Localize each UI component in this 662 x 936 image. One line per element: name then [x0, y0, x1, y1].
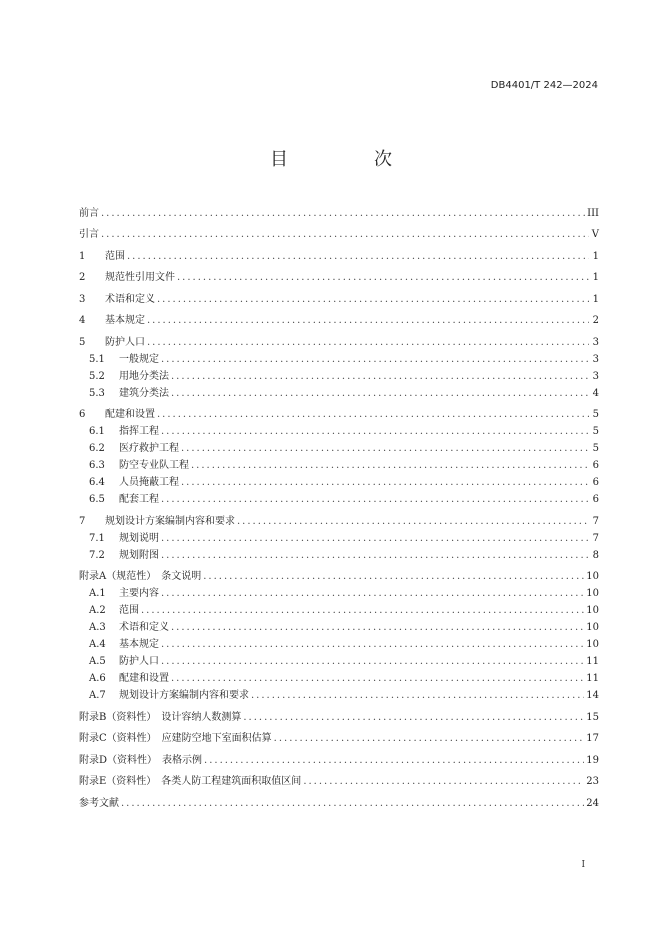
toc-dot-leader: [237, 513, 589, 530]
toc-entry-page: 3: [592, 336, 599, 348]
toc-entry-number: 5.3: [89, 387, 105, 399]
toc-entry-title: 引言: [79, 229, 99, 240]
toc-entry-title: 防护人口: [105, 336, 145, 348]
toc-entry[interactable]: [79, 752, 599, 769]
toc-entry[interactable]: [79, 312, 599, 329]
toc-entry-number: 6.1: [89, 426, 105, 437]
toc-entry-page: 7: [592, 515, 599, 527]
toc-entry[interactable]: [79, 513, 599, 530]
toc-entry-page: 8: [592, 549, 599, 561]
toc-entry-number: A.2: [89, 605, 106, 616]
toc-entry-number: 2: [79, 272, 86, 283]
toc-entry-title: 附录B（资料性） 设计容纳人数测算: [79, 711, 242, 723]
toc-dot-leader: [161, 351, 589, 368]
toc-dot-leader: [243, 709, 584, 726]
toc-entry-title: 术语和定义: [105, 293, 155, 305]
toc-entry-title: 规划设计方案编制内容和要求: [119, 690, 249, 701]
toc-entry-title: 前言: [79, 207, 99, 219]
toc-entry-page: 2: [592, 315, 599, 326]
toc-dot-leader: [161, 636, 584, 653]
toc-entry-title: 建筑分类法: [119, 387, 169, 399]
toc-dot-leader: [191, 457, 589, 474]
toc-entry-page: 23: [586, 776, 599, 787]
toc-entry-page: 10: [586, 639, 599, 650]
toc-entry-number: 5.2: [89, 370, 105, 382]
toc-entry-page: 5: [592, 426, 599, 437]
toc-entry-title: 防护人口: [119, 656, 159, 667]
toc-entry[interactable]: [79, 709, 599, 726]
toc-entry[interactable]: [79, 457, 599, 474]
toc-entry-number: 7.1: [89, 532, 105, 544]
toc-dot-leader: [204, 752, 584, 769]
toc-entry[interactable]: [79, 226, 599, 243]
toc-dot-leader: [274, 730, 585, 747]
toc-dot-leader: [181, 474, 589, 491]
toc-dot-leader: [161, 423, 589, 440]
toc-entry-number: 6.2: [89, 443, 105, 454]
toc-entry-title: 规划说明: [119, 532, 159, 544]
toc-entry-title: 范围: [119, 605, 139, 616]
toc-dot-leader: [171, 385, 589, 402]
toc-entry-title: 术语和定义: [119, 622, 169, 633]
toc-entry[interactable]: [79, 687, 599, 704]
toc-entry-page: 10: [586, 605, 599, 616]
toc-dot-leader: [147, 334, 589, 351]
toc-dot-leader: [101, 226, 589, 243]
toc-entry[interactable]: [79, 653, 599, 670]
toc-entry[interactable]: [79, 530, 599, 547]
toc-dot-leader: [101, 205, 585, 222]
toc-entry-number: A.1: [89, 588, 106, 599]
toc-dot-leader: [157, 291, 589, 308]
toc-entry-number: 6.5: [89, 494, 105, 505]
toc-entry[interactable]: [79, 568, 599, 585]
toc-entry-title: 配建和设置: [119, 673, 169, 684]
toc-entry-page: 5: [592, 409, 599, 420]
toc-entry[interactable]: [79, 619, 599, 636]
toc-entry-title: 附录E（资料性） 各类人防工程建筑面积取值区间: [79, 776, 302, 787]
toc-entry[interactable]: [79, 773, 599, 790]
toc-entry-number: A.7: [89, 690, 106, 701]
toc-entry-title: 配套工程: [119, 494, 159, 505]
toc-entry[interactable]: [79, 730, 599, 747]
toc-entry[interactable]: [79, 440, 599, 457]
toc-dot-leader: [157, 406, 589, 423]
toc-entry[interactable]: [79, 368, 599, 385]
toc-entry-number: 6: [79, 409, 86, 420]
toc-entry[interactable]: [79, 636, 599, 653]
toc-entry-number: A.5: [89, 656, 106, 667]
toc-entry-title: 人员掩蔽工程: [119, 477, 179, 488]
toc-entry[interactable]: [79, 670, 599, 687]
toc-entry[interactable]: [79, 585, 599, 602]
toc-entry-page: 6: [592, 460, 599, 471]
toc-entry-page: 10: [586, 571, 599, 582]
document-code: DB4401/T 242—2024: [490, 80, 598, 91]
toc-entry-number: 1: [79, 250, 86, 262]
toc-entry-page: 6: [592, 494, 599, 505]
toc-entry-title: 主要内容: [119, 588, 159, 599]
toc-entry-title: 医疗救护工程: [119, 443, 179, 454]
toc-entry[interactable]: [79, 248, 599, 265]
toc-entry-page: 11: [586, 673, 599, 684]
toc-entry-title: 配建和设置: [105, 409, 155, 420]
toc-entry-title: 基本规定: [119, 639, 159, 650]
toc-entry-title: 规划设计方案编制内容和要求: [105, 515, 235, 527]
toc-dot-leader: [161, 547, 589, 564]
toc-entry-title: 基本规定: [105, 315, 145, 326]
toc-entry-page: 7: [592, 532, 599, 544]
toc-entry-number: 3: [79, 293, 86, 305]
toc-entry-title: 附录A（规范性） 条文说明: [79, 571, 202, 582]
toc-entry-page: 4: [592, 387, 599, 399]
toc-entry-page: 11: [586, 656, 599, 667]
toc-entry-title: 一般规定: [119, 353, 159, 365]
toc-dot-leader: [161, 653, 584, 670]
toc-dot-leader: [171, 619, 584, 636]
toc-entry[interactable]: [79, 423, 599, 440]
toc-entry-title: 参考文献: [79, 797, 119, 809]
toc-dot-leader: [251, 687, 584, 704]
toc-entry-number: 5.1: [89, 353, 105, 365]
page-title: 目 次: [270, 149, 426, 170]
toc-entry-title: 范围: [105, 250, 125, 262]
toc-entry[interactable]: [79, 474, 599, 491]
toc-entry-number: A.3: [89, 622, 106, 633]
toc-entry[interactable]: [79, 795, 599, 812]
toc-entry[interactable]: [79, 205, 599, 222]
toc-entry[interactable]: [79, 491, 599, 508]
toc-entry[interactable]: [79, 547, 599, 564]
toc-entry-page: 1: [592, 272, 599, 283]
toc-entry-title: 规范性引用文件: [105, 272, 175, 283]
toc-entry-number: 6.3: [89, 460, 105, 471]
toc-entry[interactable]: [79, 406, 599, 423]
toc-entry-title: 防空专业队工程: [119, 460, 189, 471]
toc-entry-number: 4: [79, 315, 86, 326]
toc-dot-leader: [171, 670, 584, 687]
toc-entry-page: 17: [586, 733, 599, 744]
toc-entry-page: 24: [586, 797, 599, 809]
toc-entry[interactable]: [79, 602, 599, 619]
toc-entry[interactable]: [79, 291, 599, 308]
toc-entry-title: 附录C（资料性） 应建防空地下室面积估算: [79, 733, 272, 744]
toc-entry-number: 7: [79, 515, 86, 527]
toc-entry-number: A.4: [89, 639, 106, 650]
toc-entry-number: 6.4: [89, 477, 105, 488]
toc-entry[interactable]: [79, 334, 599, 351]
toc-entry-page: III: [587, 207, 599, 219]
toc-dot-leader: [303, 773, 584, 790]
toc-dot-leader: [127, 248, 589, 265]
toc-dot-leader: [147, 312, 589, 329]
toc-entry-number: 7.2: [89, 549, 105, 561]
toc-entry-page: 14: [586, 690, 599, 701]
toc-dot-leader: [177, 269, 589, 286]
toc-entry-title: 附录D（资料性） 表格示例: [79, 754, 203, 766]
toc-entry-page: 15: [586, 711, 599, 723]
toc-entry[interactable]: [79, 269, 599, 286]
toc-dot-leader: [203, 568, 584, 585]
table-of-contents: [79, 200, 599, 812]
toc-dot-leader: [161, 530, 589, 547]
page-number: I: [581, 860, 585, 870]
toc-dot-leader: [141, 602, 584, 619]
toc-dot-leader: [171, 368, 589, 385]
toc-entry-page: 19: [586, 754, 599, 766]
toc-entry-page: 1: [592, 250, 599, 262]
toc-dot-leader: [181, 440, 589, 457]
toc-entry[interactable]: [79, 351, 599, 368]
toc-entry-page: 10: [586, 588, 599, 599]
toc-entry-page: 3: [592, 370, 599, 382]
toc-entry-title: 用地分类法: [119, 370, 169, 382]
toc-entry-number: 5: [79, 336, 86, 348]
toc-entry-title: 规划附图: [119, 549, 159, 561]
toc-entry-page: 1: [592, 293, 599, 305]
toc-entry-page: 6: [592, 477, 599, 488]
toc-dot-leader: [161, 585, 584, 602]
toc-entry[interactable]: [79, 385, 599, 402]
toc-entry-page: 10: [586, 622, 599, 633]
toc-dot-leader: [121, 795, 584, 812]
toc-entry-number: A.6: [89, 673, 106, 684]
toc-dot-leader: [161, 491, 589, 508]
toc-entry-title: 指挥工程: [119, 426, 159, 437]
toc-entry-page: V: [591, 229, 599, 240]
toc-entry-page: 3: [592, 353, 599, 365]
toc-entry-page: 5: [592, 443, 599, 454]
